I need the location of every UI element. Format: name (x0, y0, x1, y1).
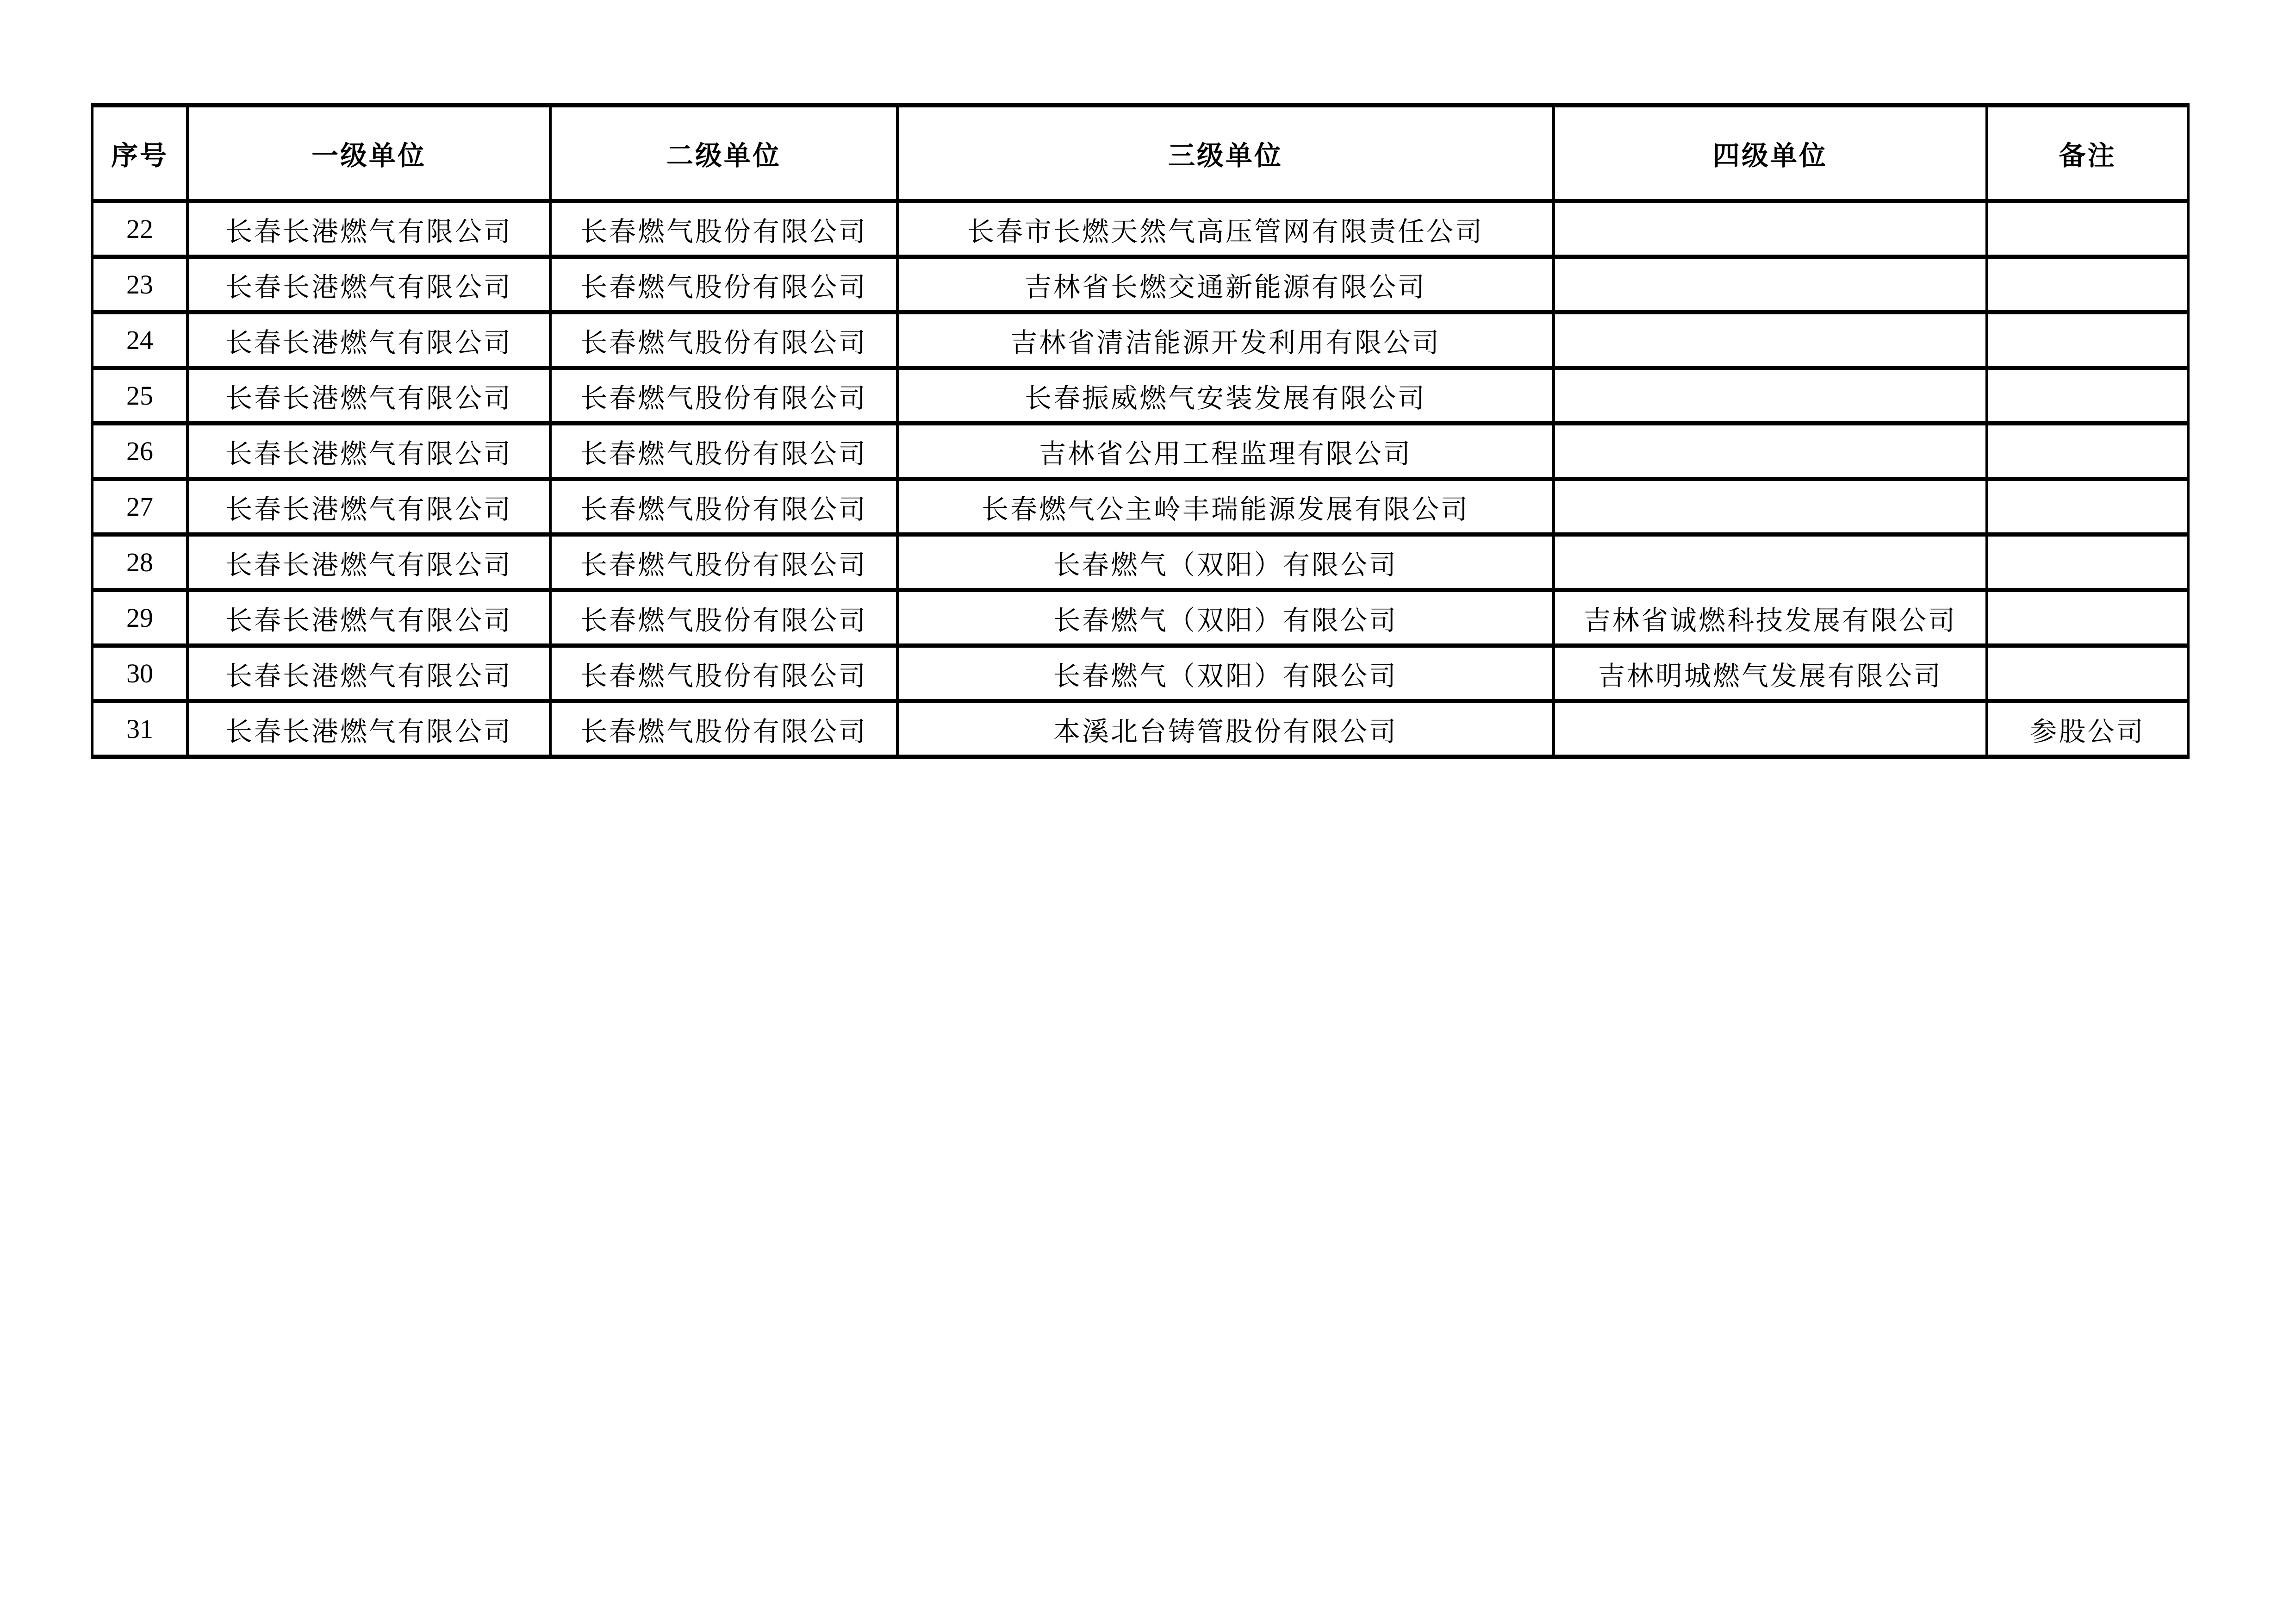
cell-note (1987, 646, 2188, 701)
cell-level1: 长春长港燃气有限公司 (187, 201, 550, 257)
cell-note (1987, 201, 2188, 257)
column-header-level3: 三级单位 (897, 106, 1554, 201)
cell-note (1987, 590, 2188, 646)
cell-level1: 长春长港燃气有限公司 (187, 257, 550, 312)
cell-level4 (1554, 201, 1987, 257)
cell-level1: 长春长港燃气有限公司 (187, 479, 550, 535)
cell-no: 27 (92, 479, 187, 535)
cell-note: 参股公司 (1987, 701, 2188, 757)
header-row (92, 106, 2188, 201)
cell-note (1987, 368, 2188, 424)
cell-no: 23 (92, 257, 187, 312)
cell-level2: 长春燃气股份有限公司 (550, 535, 897, 590)
org-units-table (91, 103, 2190, 759)
cell-note (1987, 479, 2188, 535)
cell-note (1987, 257, 2188, 312)
cell-level4 (1554, 701, 1987, 757)
cell-level2: 长春燃气股份有限公司 (550, 201, 897, 257)
cell-level3: 长春燃气公主岭丰瑞能源发展有限公司 (897, 479, 1554, 535)
cell-note (1987, 535, 2188, 590)
cell-level3: 长春燃气（双阳）有限公司 (897, 535, 1554, 590)
cell-no: 26 (92, 424, 187, 479)
cell-level1: 长春长港燃气有限公司 (187, 312, 550, 368)
cell-no: 31 (92, 701, 187, 757)
cell-level1: 长春长港燃气有限公司 (187, 590, 550, 646)
cell-level3: 长春市长燃天然气高压管网有限责任公司 (897, 201, 1554, 257)
cell-no: 22 (92, 201, 187, 257)
cell-level2: 长春燃气股份有限公司 (550, 701, 897, 757)
cell-level2: 长春燃气股份有限公司 (550, 312, 897, 368)
cell-level4 (1554, 479, 1987, 535)
cell-level4 (1554, 424, 1987, 479)
cell-level4 (1554, 257, 1987, 312)
cell-no: 30 (92, 646, 187, 701)
cell-note (1987, 424, 2188, 479)
cell-level1: 长春长港燃气有限公司 (187, 368, 550, 424)
cell-level4 (1554, 368, 1987, 424)
cell-level3: 本溪北台铸管股份有限公司 (897, 701, 1554, 757)
column-header-level1: 一级单位 (187, 106, 550, 201)
table-row (92, 257, 2188, 312)
document-page (91, 103, 2190, 759)
table-row (92, 646, 2188, 701)
cell-level2: 长春燃气股份有限公司 (550, 646, 897, 701)
column-header-no: 序号 (92, 106, 187, 201)
column-header-level4: 四级单位 (1554, 106, 1987, 201)
cell-level3: 吉林省公用工程监理有限公司 (897, 424, 1554, 479)
table-row (92, 312, 2188, 368)
table-row (92, 368, 2188, 424)
cell-level4 (1554, 312, 1987, 368)
table-row (92, 479, 2188, 535)
cell-level4 (1554, 535, 1987, 590)
cell-level4: 吉林明城燃气发展有限公司 (1554, 646, 1987, 701)
cell-level1: 长春长港燃气有限公司 (187, 701, 550, 757)
cell-level1: 长春长港燃气有限公司 (187, 646, 550, 701)
table-row (92, 201, 2188, 257)
cell-level1: 长春长港燃气有限公司 (187, 535, 550, 590)
cell-level3: 吉林省长燃交通新能源有限公司 (897, 257, 1554, 312)
cell-no: 25 (92, 368, 187, 424)
column-header-note: 备注 (1987, 106, 2188, 201)
cell-level4: 吉林省诚燃科技发展有限公司 (1554, 590, 1987, 646)
cell-level3: 长春振威燃气安装发展有限公司 (897, 368, 1554, 424)
cell-level3: 长春燃气（双阳）有限公司 (897, 590, 1554, 646)
cell-level2: 长春燃气股份有限公司 (550, 424, 897, 479)
cell-level3: 长春燃气（双阳）有限公司 (897, 646, 1554, 701)
cell-level2: 长春燃气股份有限公司 (550, 479, 897, 535)
table-row (92, 701, 2188, 757)
cell-no: 24 (92, 312, 187, 368)
cell-level2: 长春燃气股份有限公司 (550, 368, 897, 424)
cell-level2: 长春燃气股份有限公司 (550, 257, 897, 312)
cell-level1: 长春长港燃气有限公司 (187, 424, 550, 479)
column-header-level2: 二级单位 (550, 106, 897, 201)
cell-level3: 吉林省清洁能源开发利用有限公司 (897, 312, 1554, 368)
table-row (92, 590, 2188, 646)
cell-no: 29 (92, 590, 187, 646)
cell-level2: 长春燃气股份有限公司 (550, 590, 897, 646)
table-row (92, 535, 2188, 590)
cell-note (1987, 312, 2188, 368)
table-row (92, 424, 2188, 479)
cell-no: 28 (92, 535, 187, 590)
